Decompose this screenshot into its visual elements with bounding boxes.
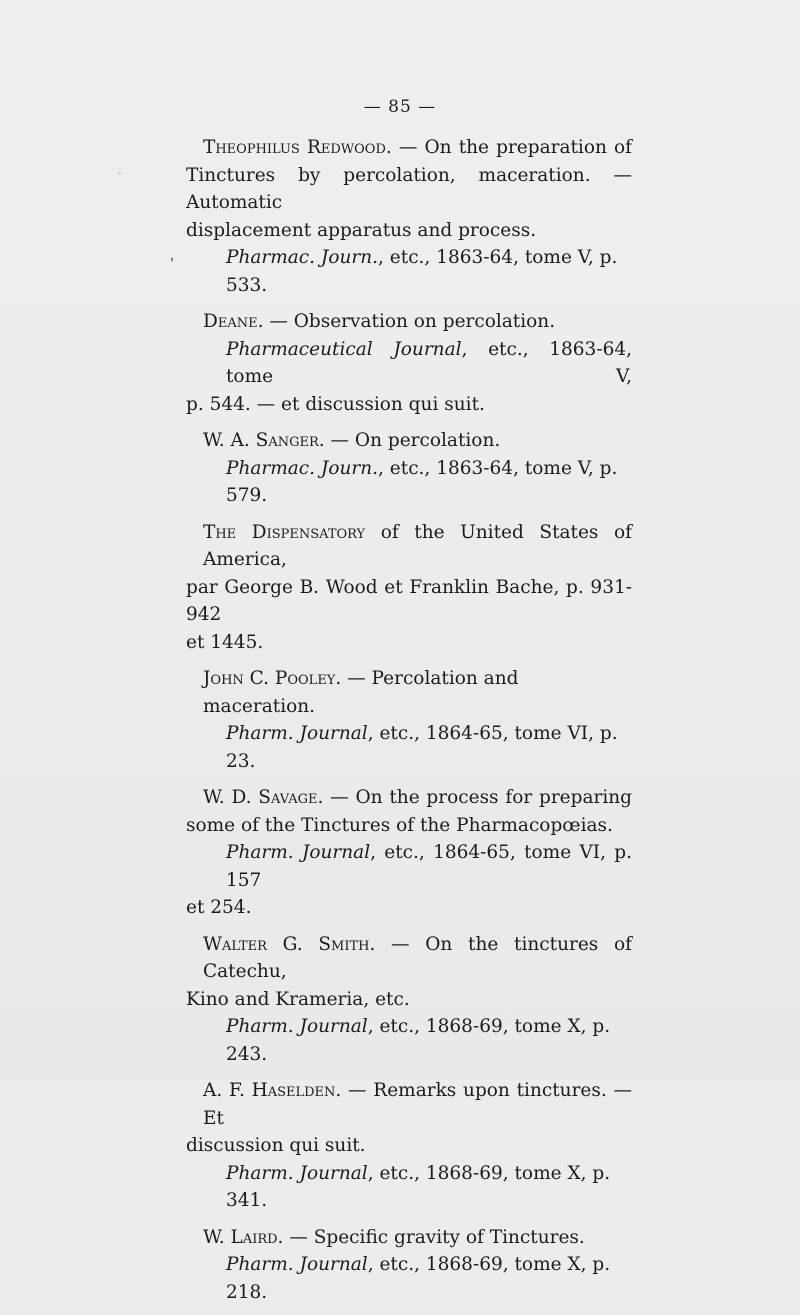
- bib-entry-pooley: [186, 665, 632, 775]
- journal-title: Pharmac. Journ.: [226, 457, 379, 479]
- entry-citation: Pharmaceutical Journal, etc., 1863-64, tome V,: [226, 338, 632, 387]
- entry-author: A. F. Haselden.: [203, 1080, 342, 1101]
- entry-citation: Pharm. Journal, etc., 1864-65, tome VI, p. 157: [226, 842, 632, 891]
- entry-author: W. A. Sanger.: [203, 430, 325, 451]
- entry-citation: Pharm. Journal, etc., 1868-69, tome X, p. 218.: [226, 1254, 611, 1303]
- entry-line: Walter G. Smith. — On the tinctures of Catechu,: [203, 933, 632, 982]
- entry-author: The Dispensatory: [203, 521, 366, 543]
- margin-mark: ': [170, 256, 174, 272]
- entry-line: The Dispensatory of the United States of America,: [203, 521, 632, 570]
- journal-title: Pharm. Journal: [226, 1254, 368, 1275]
- bib-entry-dispensatory: [186, 519, 632, 657]
- journal-title: Pharm. Journal: [226, 1016, 368, 1037]
- entry-author: Theophilus Redwood.: [203, 137, 392, 158]
- entry-citation: Pharm. Journal, etc., 1868-69, tome X, p. 243.: [226, 1016, 611, 1065]
- entry-line: W. D. Savage. — On the process for preparing: [203, 787, 632, 808]
- entry-line: Theophilus Redwood. — On the preparation of: [203, 137, 632, 158]
- journal-title: Pharm. Journal: [226, 723, 368, 744]
- bib-entry-smith: [186, 931, 632, 1069]
- journal-title: Pharm. Journal: [226, 1162, 368, 1184]
- entry-citation: Pharmac. Journ., etc., 1863-64, tome V, p. 533.: [226, 247, 618, 296]
- bib-entry-deane: [186, 308, 632, 418]
- journal-title: Pharm. Journal: [226, 842, 371, 863]
- bib-entry-sanger: [186, 427, 632, 510]
- entry-line: some of the Tinctures of the Pharmacopœias.: [186, 814, 613, 836]
- entry-author: W. D. Savage.: [203, 787, 324, 808]
- entry-citation: Pharm. Journal, etc., 1864-65, tome VI, p. 23.: [226, 723, 618, 772]
- margin-speck: -: [118, 168, 122, 179]
- bibliography-list: [186, 134, 632, 1315]
- entry-citation: Pharm. Journal, etc., 1868-69, tome X, p. 341.: [226, 1162, 611, 1211]
- entry-line: par George B. Wood et Franklin Bache, p. 931-942: [186, 576, 632, 625]
- journal-title: Pharmac. Journ.: [226, 247, 379, 268]
- entry-author: W. Laird.: [203, 1226, 284, 1248]
- entry-line: et 254.: [186, 897, 252, 918]
- bib-entry-haselden: [186, 1077, 632, 1215]
- entry-line: W. Laird. — Specific gravity of Tinctures.: [203, 1226, 585, 1248]
- bib-entry-redwood: [186, 134, 632, 299]
- page-number: — 85 —: [363, 97, 437, 117]
- journal-title: Pharmaceutical Journal: [226, 338, 462, 360]
- entry-line: Kino and Krameria, etc.: [186, 988, 410, 1010]
- entry-citation: Pharmac. Journ., etc., 1863-64, tome V, p. 579.: [226, 457, 618, 506]
- entry-line: Tinctures by percolation, maceration. — Automatic: [186, 164, 632, 213]
- entry-author: Walter G. Smith.: [203, 933, 376, 955]
- entry-line: John C. Pooley. — Percolation and maceration.: [203, 668, 519, 717]
- entry-line: p. 544. — et discussion qui suit.: [186, 393, 485, 415]
- entry-author: Deane.: [203, 311, 264, 332]
- entry-line: Deane. — Observation on percolation.: [203, 311, 556, 332]
- entry-author: John C. Pooley.: [203, 668, 342, 689]
- entry-line: discussion qui suit.: [186, 1135, 366, 1156]
- entry-line: et 1445.: [186, 631, 264, 653]
- entry-line: displacement apparatus and process.: [186, 219, 537, 241]
- entry-line: W. A. Sanger. — On percolation.: [203, 430, 501, 451]
- bib-entry-laird: [186, 1224, 632, 1307]
- bib-entry-savage: [186, 784, 632, 922]
- entry-line: A. F. Haselden. — Remarks upon tinctures. — Et: [203, 1080, 632, 1129]
